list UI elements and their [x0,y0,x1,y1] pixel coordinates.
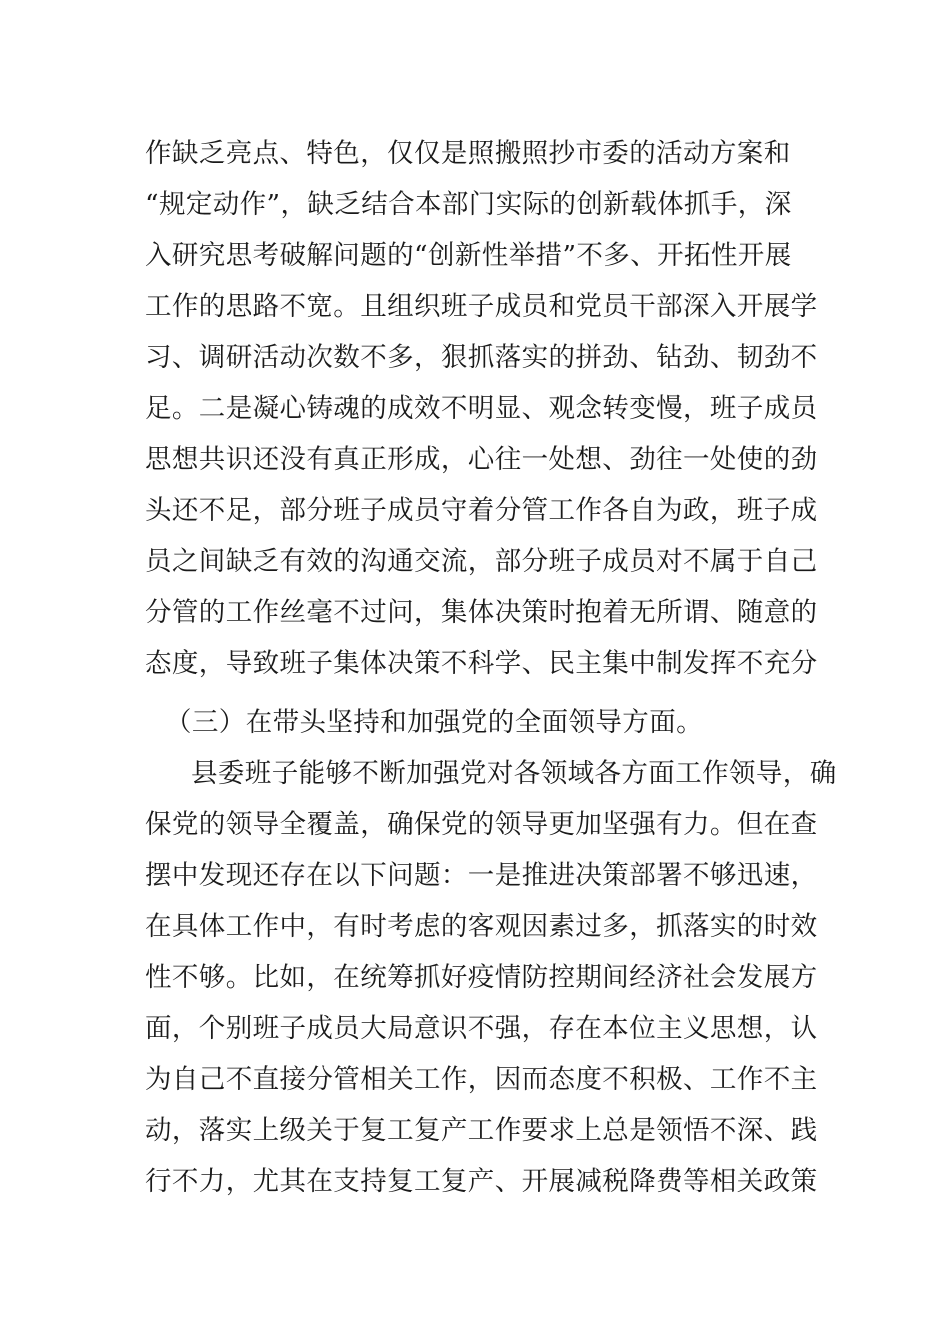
text-line: 工作的思路不宽。且组织班子成员和党员干部深入开展学 [145,291,818,322]
text-line: 习、调研活动次数不多，狠抓落实的拼劲、钻劲、韧劲不 [145,342,818,373]
text-line: 动，落实上级关于复工复产工作要求上总是领悟不深、践 [145,1115,818,1146]
paragraph-continuation [145,128,825,689]
text-line: 作缺乏亮点、特色，仅仅是照搬照抄市委的活动方案和 [145,138,791,169]
text-line: 性不够。比如，在统筹抓好疫情防控期间经济社会发展方 [145,962,818,993]
text-line: 员之间缺乏有效的沟通交流，部分班子成员对不属于自己 [145,546,818,577]
text-line: “规定动作”，缺乏结合本部门实际的创新载体抓手，深 [145,189,792,220]
text-line: 面，个别班子成员大局意识不强，存在本位主义思想，认 [145,1013,818,1044]
text-line: 态度，导致班子集体决策不科学、民主集中制发挥不充分 [145,648,818,679]
section-heading: （三）在带头坚持和加强党的全面领导方面。 [165,707,703,738]
text-line: 行不力，尤其在支持复工复产、开展减税降费等相关政策 [145,1166,818,1197]
text-line: 为自己不直接分管相关工作，因而态度不积极、工作不主 [145,1064,818,1095]
text-line: 县委班子能够不断加强党对各领域各方面工作领导，确 [191,758,837,789]
text-line: 在具体工作中，有时考虑的客观因素过多，抓落实的时效 [145,911,818,942]
text-line: 保党的领导全覆盖，确保党的领导更加坚强有力。但在查 [145,809,818,840]
text-line: 入研究思考破解问题的“创新性举措”不多、开拓性开展 [145,240,792,271]
text-line: 足。二是凝心铸魂的成效不明显、观念转变慢，班子成员 [145,393,818,424]
text-line: 分管的工作丝毫不过问，集体决策时抱着无所谓、随意的 [145,597,818,628]
text-line: 思想共识还没有真正形成，心往一处想、劲往一处使的劲 [145,444,818,475]
text-line: 摆中发现还存在以下问题：一是推进决策部署不够迅速， [145,860,818,891]
section-three [145,697,837,1207]
text-line: 头还不足，部分班子成员守着分管工作各自为政，班子成 [145,495,818,526]
